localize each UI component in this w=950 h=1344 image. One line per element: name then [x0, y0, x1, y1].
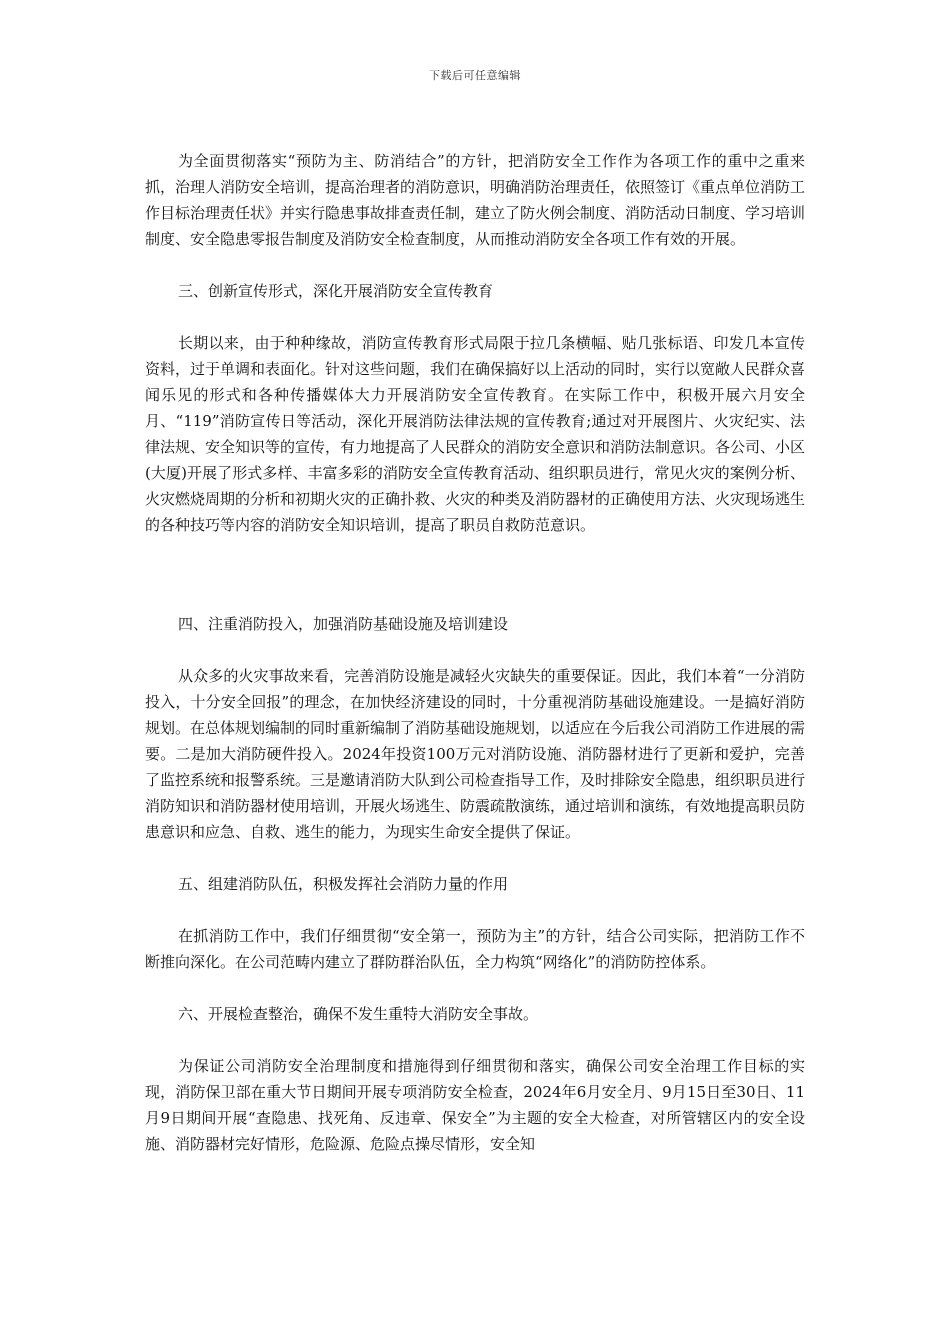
section-heading-4: 四、注重消防投入，加强消防基础设施及培训建设 — [178, 615, 509, 633]
paragraph-inspection: 为保证公司消防安全治理制度和措施得到仔细贯彻和落实，确保公司安全治理工作目标的实现，消防保卫部在重大节日期间开展专项消防安全检查，2024年6月安全月、9月15日至30日、11月9日期间开展“查隐患、找死角、反违章、保安全”为主题的安全大检查，对所管辖区内的安全设施、消防器材完好情形，危险源、危险点操尽情形，安全知 — [145, 1057, 805, 1153]
paragraph-team: 在抓消防工作中，我们仔细贯彻“安全第一，预防为主”的方针，结合公司实际，把消防工作不断推向深化。在公司范畴内建立了群防群治队伍，全力构筑“网络化”的消防防控体系。 — [145, 927, 805, 971]
paragraph-responsibility: 为全面贯彻落实“预防为主、防消结合”的方针，把消防安全工作作为各项工作的重中之重来抓，治理人消防安全培训，提高治理者的消防意识，明确消防治理责任，依照签订《重点单位消防工作目标治理责任状》并实行隐患事故排查责任制，建立了防火例会制度、消防活动日制度、学习培训制度、安全隐患零报告制度及消防安全检查制度，从而推动消防安全各项工作有效的开展。 — [145, 152, 806, 248]
paragraph-investment: 从众多的火灾事故来看，完善消防设施是减轻火灾缺失的重要保证。因此，我们本着“一分消防投入，十分安全回报”的理念，在加快经济建设的同时，十分重视消防基础设施建设。一是搞好消防规划。在总体规划编制的同时重新编制了消防基础设施规划，以适应在今后我公司消防工作进展的需要。二是加大消防硬件投入。2024年投资100万元对消防设施、消防器材进行了更新和爱护，完善了监控系统和报警系统。三是邀请消防大队到公司检查指导工作，及时排除安全隐患，组织职员进行消防知识和消防器材使用培训，开展火场逃生、防震疏散演练，通过培训和演练，有效地提高职员防患意识和应急、自救、逃生的能力，为现实生命安全提供了保证。 — [145, 667, 806, 841]
paragraph-publicity: 长期以来，由于种种缘故，消防宣传教育形式局限于拉几条横幅、贴几张标语、印发几本宣传资料，过于单调和表面化。针对这些问题，我们在确保搞好以上活动的同时，实行以宽敞人民群众喜闻乐见的形式和各种传播媒体大力开展消防安全宣传教育。在实际工作中，积极开展六月安全月、“119”消防宣传日等活动，深化开展消防法律法规的宣传教育;通过对开展图片、火灾纪实、法律法规、安全知识等的宣传，有力地提高了人民群众的消防安全意识和消防法制意识。各公司、小区(大厦)开展了形式多样、丰富多彩的消防安全宣传教育活动、组织职员进行，常见火灾的案例分析、火灾燃烧周期的分析和初期火灾的正确扑救、火灾的种类及消防器材的正确使用方法、火灾现场逃生的各种技巧等内容的消防安全知识培训，提高了职员自救防范意识。 — [145, 334, 806, 534]
page-header: 下载后可任意编辑 — [429, 69, 521, 82]
section-heading-6: 六、开展检查整治，确保不发生重特大消防安全事故。 — [178, 1005, 539, 1023]
section-heading-5: 五、组建消防队伍，积极发挥社会消防力量的作用 — [178, 875, 509, 893]
document-body — [145, 148, 805, 1157]
section-heading-3: 三、创新宣传形式，深化开展消防安全宣传教育 — [178, 282, 494, 300]
